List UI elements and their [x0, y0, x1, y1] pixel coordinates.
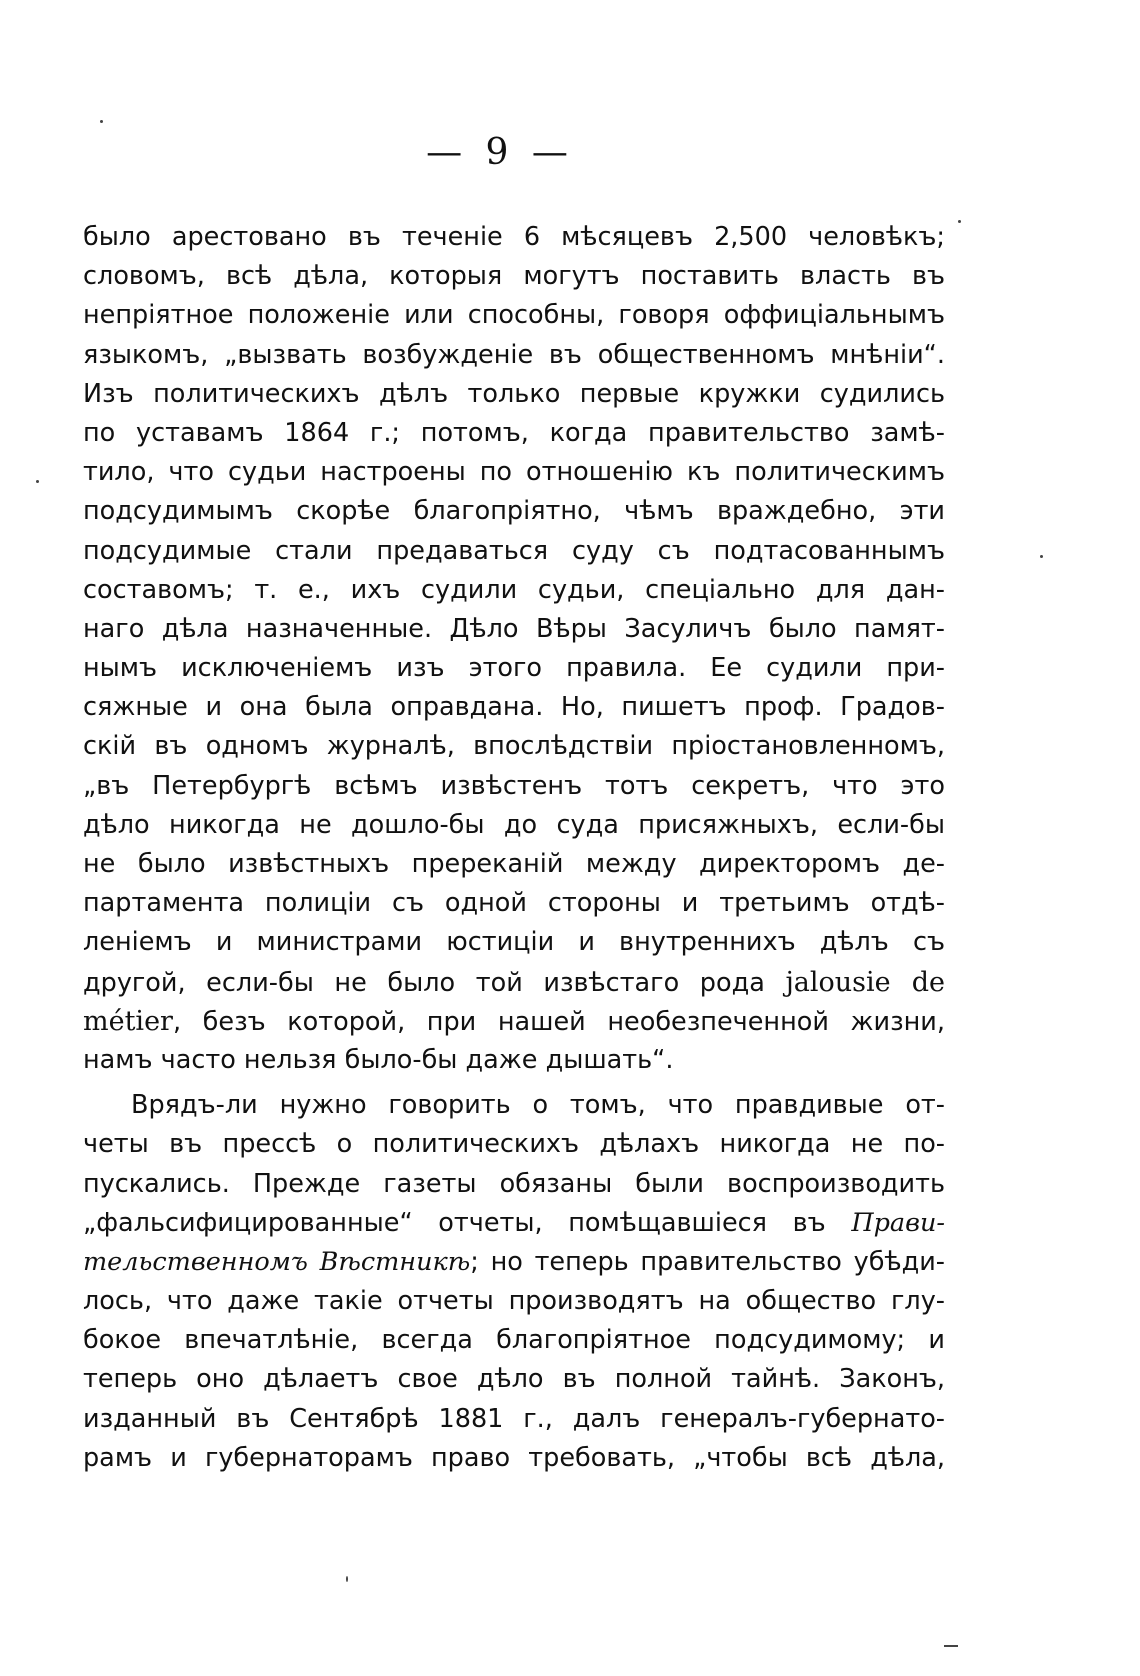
- text-line: намъ часто нельзя было-бы даже дышать“.: [83, 1044, 674, 1075]
- text-fragment: , безъ которой, при нашей необезпеченной жизни,: [172, 1006, 945, 1037]
- text-line: словомъ, всѣ дѣла, которыя могутъ поставить власть въ: [83, 261, 945, 292]
- text-line-with-latin: [83, 963, 945, 1002]
- text-line: Изъ политическихъ дѣлъ только первые кружки судились: [83, 378, 945, 409]
- text-line: изданный въ Сентябрѣ 1881 г., далъ генералъ-губернато-: [83, 1403, 945, 1434]
- text-line: рамъ и губернаторамъ право требовать, „чтобы всѣ дѣла,: [83, 1442, 945, 1473]
- page-body-text: [83, 218, 945, 1478]
- scan-speck: [1040, 555, 1043, 558]
- italic-title: Прави-: [851, 1207, 945, 1238]
- text-line: Врядъ-ли нужно говорить о томъ, что правдивые от-: [131, 1090, 945, 1121]
- text-line: „въ Петербургѣ всѣмъ извѣстенъ тотъ секретъ, что это: [83, 770, 945, 801]
- text-line: сяжные и она была оправдана. Но, пишетъ проф. Градов-: [83, 692, 945, 723]
- text-line: леніемъ и министрами юстиціи и внутреннихъ дѣлъ съ: [83, 927, 945, 958]
- italic-title: тельственномъ Вѣстникѣ: [83, 1246, 471, 1277]
- text-line: подсудимые стали предаваться суду съ подтасованнымъ: [83, 535, 945, 566]
- scan-speck: [346, 1576, 348, 1582]
- text-line: скій въ одномъ журналѣ, впослѣдствіи пріостановленномъ,: [83, 731, 945, 762]
- text-line: бокое впечатлѣніе, всегда благопріятное подсудимому; и: [83, 1325, 945, 1356]
- text-line: четы въ прессѣ о политическихъ дѣлахъ никогда не по-: [83, 1129, 945, 1160]
- text-line: подсудимымъ скорѣе благопріятно, чѣмъ враждебно, эти: [83, 496, 945, 527]
- text-line: нымъ исключеніемъ изъ этого правила. Ее судили при-: [83, 653, 945, 684]
- text-line: непріятное положеніе или способны, говоря оффиціальнымъ: [83, 300, 945, 331]
- text-line: составомъ; т. е., ихъ судили судьи, спеціально для дан-: [83, 574, 945, 605]
- text-line-with-latin: [83, 1002, 945, 1041]
- text-line: было арестовано въ теченіе 6 мѣсяцевъ 2,500 человѣкъ;: [83, 222, 945, 252]
- text-line: наго дѣла назначенные. Дѣло Вѣры Засуличъ было памят-: [83, 613, 945, 644]
- text-fragment: другой, если-бы не было той извѣстаго рода: [83, 967, 786, 998]
- text-fragment: „фальсифицированные“ отчеты, помѣщавшіеся въ: [83, 1207, 852, 1238]
- text-line: не было извѣстныхъ пререканій между директоромъ де-: [83, 849, 945, 879]
- page-number: — 9 —: [426, 132, 574, 173]
- text-fragment: ; но теперь правительство убѣди-: [470, 1246, 945, 1277]
- text-line: лось, что даже такіе отчеты производятъ на общество глу-: [83, 1286, 945, 1317]
- text-line-with-italic: [83, 1204, 945, 1243]
- text-line: по уставамъ 1864 г.; потомъ, когда правительство замѣ-: [83, 417, 945, 448]
- text-line: тило, что судьи настроены по отношенію къ политическимъ: [83, 457, 945, 488]
- text-line: пускались. Прежде газеты обязаны были воспроизводить: [83, 1168, 945, 1199]
- text-line-with-italic: [83, 1243, 945, 1282]
- scan-speck: [944, 1645, 958, 1647]
- text-line: теперь оно дѣлаетъ свое дѣло въ полной тайнѣ. Законъ,: [83, 1364, 945, 1395]
- text-line: дѣло никогда не дошло-бы до суда присяжныхъ, если-бы: [83, 809, 945, 840]
- latin-phrase: métier: [83, 1005, 173, 1037]
- text-line: языкомъ, „вызвать возбужденіе въ общественномъ мнѣніи“.: [83, 339, 945, 370]
- scan-speck: [100, 120, 103, 123]
- scan-speck: [36, 480, 39, 483]
- text-line: партамента полиціи съ одной стороны и третьимъ отдѣ-: [83, 888, 945, 919]
- scan-speck: [958, 220, 961, 223]
- latin-phrase: jalousie de: [785, 966, 945, 998]
